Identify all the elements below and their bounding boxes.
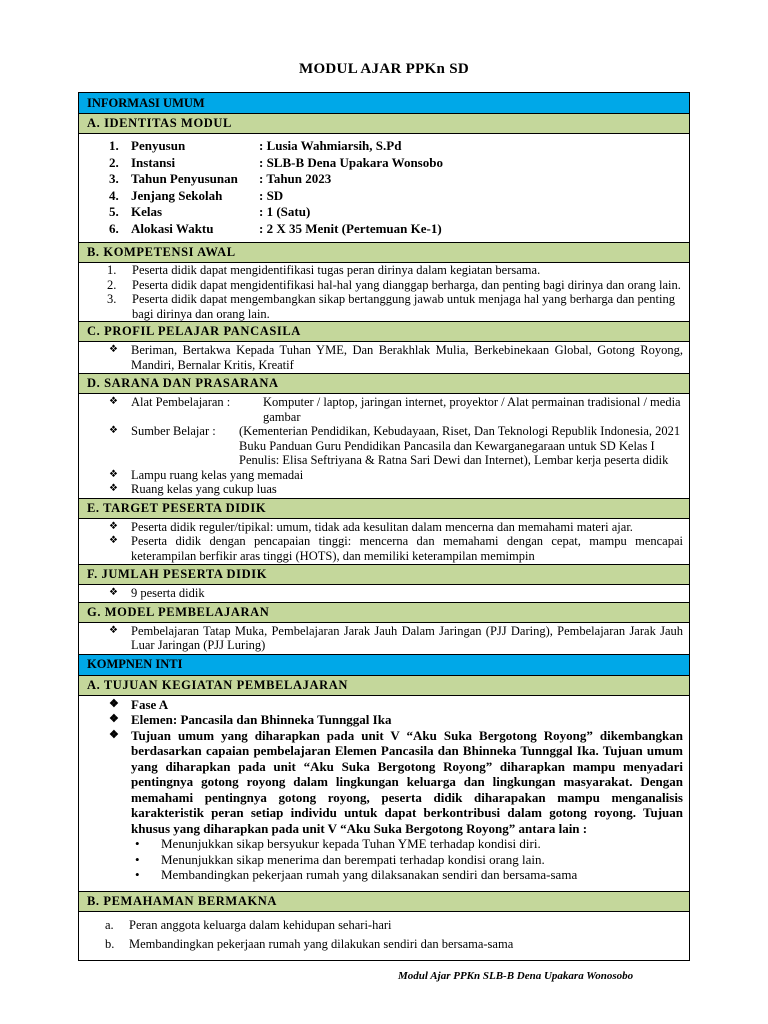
- section-header-informasi-umum: INFORMASI UMUM: [79, 93, 689, 114]
- row-label: Jenjang Sekolah: [131, 187, 223, 203]
- row-label: Penyusun: [131, 138, 186, 153]
- list-item: [107, 278, 683, 293]
- round-bullet-icon: •: [135, 851, 140, 867]
- sumber-label: Sumber Belajar :: [131, 424, 216, 438]
- diamond-bullet-icon: ❖: [109, 624, 118, 636]
- elemen-text: Elemen: Pancasila dan Bhinneka Tunnggal Ika: [131, 712, 392, 727]
- list-item: [109, 424, 683, 468]
- identitas-row: [109, 171, 689, 188]
- row-label: Instansi: [131, 154, 176, 170]
- profil-list: [79, 342, 689, 374]
- list-item: [109, 624, 683, 653]
- section-header-jumlah: F. JUMLAH PESERTA DIDIK: [79, 565, 689, 585]
- list-item: [109, 697, 683, 713]
- item-text: Peserta didik reguler/tipikal: umum, tidak ada kesulitan dalam mencerna dan memahami materi ajar.: [131, 519, 633, 534]
- section-header-sarana: D. SARANA DAN PRASARANA: [79, 374, 689, 394]
- list-item: [109, 534, 683, 563]
- row-label: Tahun Penyusunan: [131, 171, 238, 186]
- row-value: : Tahun 2023: [259, 171, 332, 186]
- tujuan-paragraph: Tujuan umum yang diharapkan pada unit V “Aku Suka Bergotong Royong” dikembangkan berdasarkan capaian pembelajaran Elemen Pancasila dan Bhinneka Tunnggal Ika. Tujuan umum yang diharapkan pada unit “Aku Suka Bergotong Royong” diharapkan mampu menyadari pentingnya gotong royong dalam lingkungan keluarga dan lingkungan masyarakat. Dengan memahami pentingnya gotong royong, peserta didik diharapakan mampu menganalisis karakteristik peran setiap individu untuk dapat berkontribusi dalam gotong royong. Tujuan khusus yang diharapkan pada unit V “Aku Suka Bergotong Royong” antara lain :: [131, 727, 683, 836]
- diamond-bullet-icon: ❖: [109, 483, 118, 494]
- row-label: Alokasi Waktu: [131, 220, 214, 236]
- jumlah-list: [79, 585, 689, 603]
- list-item: [109, 712, 683, 728]
- item-text: Menunjukkan sikap bersyukur kepada Tuhan YME terhadap kondisi diri.: [161, 836, 541, 851]
- sarana-list: [79, 394, 689, 499]
- alat-value: Komputer / laptop, jaringan internet, proyektor / Alat permainan tradisional / media gambar: [263, 395, 681, 424]
- fase-text: Fase A: [131, 696, 169, 712]
- pemahaman-list: [79, 912, 689, 960]
- row-number: 2.: [109, 154, 119, 170]
- item-text: Pembelajaran Tatap Muka, Pembelajaran Jarak Jauh Dalam Jaringan (PJJ Daring), Pembelajaran Jarak Jauh Luar Jaringan (PJJ Luring): [131, 623, 683, 652]
- section-header-kompetensi: B. KOMPETENSI AWAL: [79, 243, 689, 263]
- row-label: Kelas: [131, 204, 163, 219]
- diamond-bullet-icon: ❖: [109, 425, 118, 436]
- diamond-bullet-icon: ❖: [109, 535, 118, 546]
- item-text: Lampu ruang kelas yang memadai: [131, 467, 304, 482]
- list-item: [109, 482, 683, 497]
- identitas-row: [109, 188, 689, 205]
- diamond-bullet-icon: ❖: [109, 344, 118, 355]
- list-item: [107, 292, 683, 321]
- diamond-bullet-icon: ❖: [109, 587, 118, 598]
- item-text: Peserta didik dengan pencapaian tinggi: mencerna dan memahami dengan cepat, mampu mencapai keterampilan berfikir aras tinggi (HOTS), dan memiliki keterampilan memimpin: [131, 534, 683, 563]
- section-header-komponen-inti: KOMPNEN INTI: [79, 655, 689, 676]
- identitas-row: [109, 155, 689, 172]
- identitas-row: [109, 221, 689, 238]
- item-text: 9 peserta didik: [131, 586, 205, 600]
- item-letter: b.: [105, 936, 115, 951]
- identitas-list: [79, 134, 689, 243]
- row-value: : SLB-B Dena Upakara Wonsobo: [259, 154, 443, 170]
- list-item: [135, 852, 683, 868]
- target-list: [79, 519, 689, 566]
- identitas-row: [109, 204, 689, 221]
- row-number: 5.: [109, 204, 119, 219]
- row-number: 4.: [109, 187, 119, 203]
- row-number: 6.: [109, 220, 119, 236]
- document-title: MODUL AJAR PPKn SD: [299, 61, 469, 77]
- item-text: Menunjukkan sikap menerima dan berempati terhadap kondisi orang lain.: [161, 851, 545, 867]
- diamond-bullet-icon: ❖: [109, 713, 119, 725]
- item-number: 3.: [107, 292, 117, 306]
- item-text: Peserta didik dapat mengidentifikasi tugas peran dirinya dalam kegiatan bersama.: [132, 263, 541, 277]
- round-bullet-icon: •: [135, 867, 140, 882]
- list-item: [109, 586, 683, 601]
- row-value: : Lusia Wahmiarsih, S.Pd: [259, 138, 402, 153]
- item-text: Beriman, Bertakwa Kepada Tuhan YME, Dan Berakhlak Mulia, Berkebinekaan Global, Gotong Royong, Mandiri, Bernalar Kritis, Kreatif: [131, 343, 683, 372]
- section-header-model: G. MODEL PEMBELAJARAN: [79, 603, 689, 623]
- row-value: : SD: [259, 187, 284, 203]
- row-value: : 2 X 35 Menit (Pertemuan Ke-1): [259, 220, 442, 236]
- section-header-profil: C. PROFIL PELAJAR PANCASILA: [79, 322, 689, 342]
- tujuan-list: [79, 696, 689, 892]
- model-list: [79, 623, 689, 655]
- list-item: [109, 343, 683, 372]
- round-bullet-icon: •: [135, 836, 140, 851]
- list-item: [107, 263, 683, 278]
- diamond-bullet-icon: ❖: [109, 396, 118, 407]
- list-item: [105, 916, 683, 935]
- diamond-bullet-icon: ❖: [109, 520, 118, 532]
- section-header-identitas: A. IDENTITAS MODUL: [79, 114, 689, 134]
- sumber-value: (Kementerian Pendidikan, Kebudayaan, Riset, Dan Teknologi Republik Indonesia, 2021 Buku Panduan Guru Pendidikan Pancasila dan Kewarganegaraan untuk SD Kelas I Penulis: Elisa Seftriyana & Ratna Sari Dewi dan Internet), Lembar kerja peserta didik: [239, 424, 681, 467]
- row-number: 1.: [109, 138, 119, 153]
- alat-label: Alat Pembelajaran :: [131, 395, 231, 409]
- identitas-row: [109, 138, 689, 155]
- item-text: Ruang kelas yang cukup luas: [131, 482, 277, 496]
- list-item: [135, 836, 683, 852]
- diamond-bullet-icon: ❖: [109, 468, 118, 480]
- item-number: 2.: [107, 277, 117, 292]
- row-value: : 1 (Satu): [259, 204, 311, 219]
- row-number: 3.: [109, 171, 119, 186]
- item-text: Peserta didik dapat mengidentifikasi hal-hal yang dianggap berharga, dan penting bagi dirinya dan orang lain.: [132, 277, 681, 292]
- list-item: [105, 935, 683, 954]
- section-header-target: E. TARGET PESERTA DIDIK: [79, 499, 689, 519]
- tujuan-sub-list: [109, 836, 683, 883]
- module-table: [78, 92, 690, 961]
- diamond-bullet-icon: ❖: [109, 697, 119, 710]
- section-header-pemahaman: B. PEMAHAMAN BERMAKNA: [79, 892, 689, 912]
- item-letter: a.: [105, 917, 114, 932]
- list-item: [109, 395, 683, 424]
- item-number: 1.: [107, 263, 117, 277]
- list-item: [109, 520, 683, 535]
- list-item: [109, 468, 683, 483]
- diamond-bullet-icon: ❖: [109, 728, 119, 741]
- item-text: Membandingkan pekerjaan rumah yang dilakukan sendiri dan bersama-sama: [129, 936, 514, 951]
- section-header-tujuan: A. TUJUAN KEGIATAN PEMBELAJARAN: [79, 676, 689, 696]
- list-item: [135, 867, 683, 883]
- item-text: Membandingkan pekerjaan rumah yang dilaksanakan sendiri dan bersama-sama: [161, 867, 578, 882]
- page-footer: Modul Ajar PPKn SLB-B Dena Upakara Wonosobo: [398, 970, 634, 982]
- item-text: Peserta didik dapat mengembangkan sikap bertanggung jawab untuk menjaga hal yang berharga dan penting bagi dirinya dan orang lain.: [132, 292, 676, 321]
- item-text: Peran anggota keluarga dalam kehidupan sehari-hari: [129, 917, 392, 932]
- kompetensi-list: [79, 263, 689, 322]
- list-item: [109, 728, 683, 837]
